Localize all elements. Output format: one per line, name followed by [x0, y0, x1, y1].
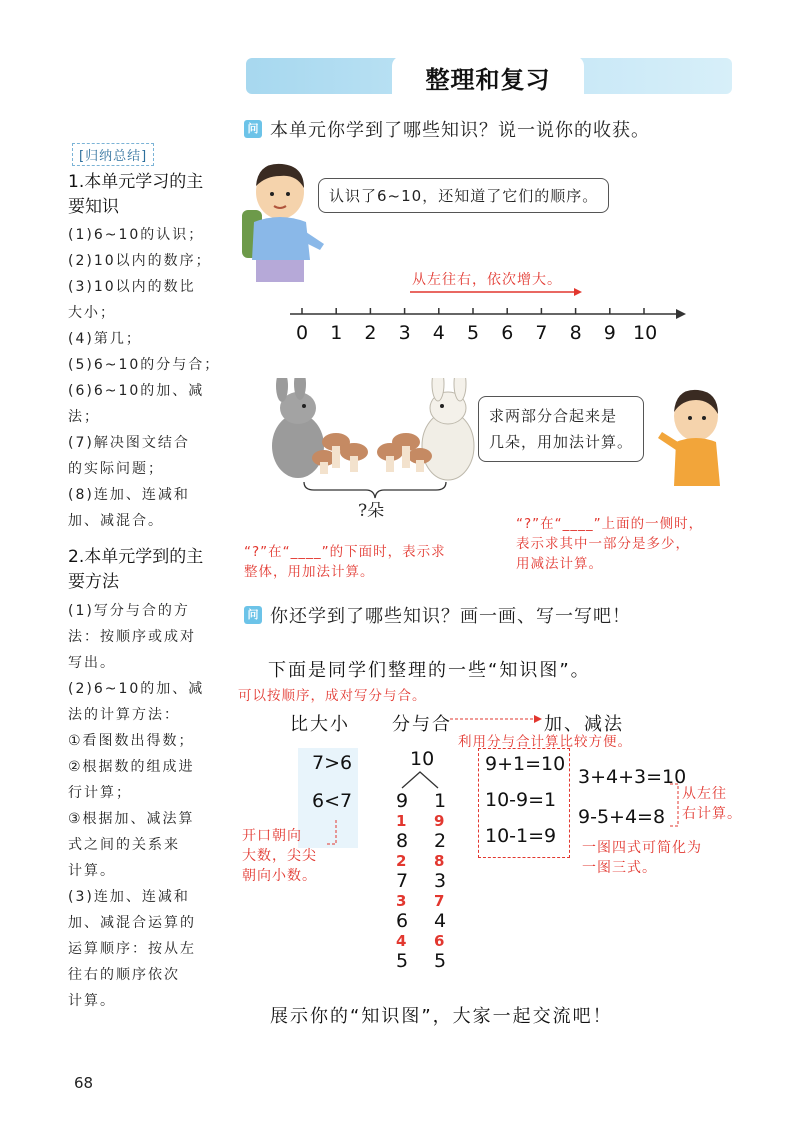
split-left: 6: [396, 910, 409, 932]
map-header-addsub: 加、减法: [544, 714, 624, 735]
number-line-label: 3: [398, 322, 411, 344]
split-left: 1: [396, 812, 407, 830]
sidebar-line: (6)6~10的加、减法；: [68, 383, 205, 425]
sidebar-line: (1)写分与合的方: [68, 603, 190, 619]
sidebar-line: 的实际问题；: [68, 461, 164, 477]
number-line-label: 7: [535, 322, 548, 344]
sidebar-line: (3)连加、连减和: [68, 889, 190, 905]
note-line: “?”在“____”上面的一侧时，: [516, 516, 704, 532]
sidebar-line: 运算顺序：按从左: [68, 941, 196, 957]
bubble-text: 认识了6~10，还知道了它们的顺序。: [329, 187, 599, 205]
brace-label: ?朵: [358, 501, 385, 521]
compare-item: 6<7: [312, 790, 353, 812]
number-line-label: 10: [633, 322, 658, 344]
map-note-compare: 利用分与合计算比较方便。: [458, 734, 632, 750]
split-left: 4: [396, 932, 407, 950]
compare-pointer: [322, 818, 342, 848]
split-right: 5: [434, 950, 447, 972]
note-line: 一图三式。: [582, 860, 657, 876]
arrow-note: 从左往右，依次增大。: [412, 272, 562, 288]
note-line: 一图四式可简化为: [582, 840, 702, 856]
equation: 10-9=1: [485, 789, 557, 811]
number-line-label: 2: [364, 322, 377, 344]
box-note: [582, 838, 702, 878]
sidebar-line: 行计算；: [68, 785, 132, 801]
split-right: 9: [434, 812, 445, 830]
question-icon: 问: [244, 606, 262, 624]
note-line: 用减法计算。: [516, 556, 603, 572]
split-left: 9: [396, 790, 409, 812]
number-line: [280, 300, 690, 324]
split-top: 10: [410, 748, 435, 770]
sidebar-line: (2)10以内的数序；: [68, 253, 212, 269]
sidebar-heading-2-line2: 要方法: [68, 572, 119, 592]
sidebar-list-1: [68, 222, 228, 534]
sidebar-list-2: [68, 598, 228, 1014]
rabbits-mushrooms-illustration: [258, 378, 493, 488]
closing-text: 展示你的“知识图”，大家一起交流吧！: [270, 1006, 613, 1027]
sidebar-line: 加、减混合。: [68, 513, 164, 529]
sidebar-line: 计算。: [68, 863, 116, 879]
split-right: 2: [434, 830, 447, 852]
sidebar-line: (5)6~10的分与合；: [68, 357, 221, 373]
sidebar-line: (3)10以内的数比: [68, 279, 196, 295]
map-note-top: 可以按顺序，成对写分与合。: [238, 688, 427, 704]
question2-text: 你还学到了哪些知识？画一画、写一写吧！: [270, 606, 631, 627]
compare-item: 7>6: [312, 752, 353, 774]
equation-chain: 9-5+4=8: [578, 806, 666, 828]
bubble-line: 求两部分合起来是: [489, 407, 618, 425]
split-right: 7: [434, 892, 445, 910]
split-right: 1: [434, 790, 447, 812]
map-arrow: [448, 712, 544, 726]
note-line: 右计算。: [682, 806, 742, 822]
note-line: 从左往: [682, 786, 727, 802]
note-line: “?”在“____”的下面时，表示求: [244, 544, 446, 560]
sidebar-line: 大小；: [68, 305, 116, 321]
sidebar-heading-1-line1: 1.本单元学习的主: [68, 172, 204, 192]
number-line-label: 1: [330, 322, 343, 344]
split-left: 2: [396, 852, 407, 870]
sidebar-line: (7)解决图文结合: [68, 435, 190, 451]
boy-illustration: [236, 160, 326, 285]
sidebar-heading-2: [68, 545, 203, 595]
split-right: 6: [434, 932, 445, 950]
map-intro: 下面是同学们整理的一些“知识图”。: [268, 660, 591, 681]
number-line-label: 5: [467, 322, 480, 344]
note-line: 朝向小数。: [242, 868, 317, 884]
note-line: 大数，尖尖: [242, 848, 317, 864]
sidebar-line: 法：按顺序或成对: [68, 629, 196, 645]
split-right: 3: [434, 870, 447, 892]
sidebar-line: ①看图数出得数；: [68, 733, 195, 749]
sidebar-tag: [归纳总结]: [72, 143, 154, 166]
map-header-compare: 比大小: [290, 714, 350, 735]
sidebar-line: 往右的顺序依次: [68, 967, 180, 983]
number-line-label: 4: [432, 322, 445, 344]
split-branch: [396, 770, 444, 790]
question1-text: 本单元你学到了哪些知识？说一说你的收获。: [270, 120, 650, 141]
number-line-label: 8: [569, 322, 582, 344]
split-right: 4: [434, 910, 447, 932]
equation: 9+1=10: [485, 753, 566, 775]
number-line-labels: [280, 322, 690, 350]
sidebar-line: (8)连加、连减和: [68, 487, 190, 503]
sidebar-line: 式之间的关系来: [68, 837, 180, 853]
note-line: 整体，用加法计算。: [244, 564, 375, 580]
chain-bracket: [668, 782, 682, 828]
sidebar-line: 法的计算方法：: [68, 707, 180, 723]
sidebar-heading-1: [68, 170, 203, 220]
page-number: 68: [74, 1074, 94, 1092]
sidebar-line: ②根据数的组成进: [68, 759, 195, 775]
sidebar-line: 加、减混合运算的: [68, 915, 196, 931]
sidebar-heading-1-line2: 要知识: [68, 197, 119, 217]
note-line: 表示求其中一部分是多少，: [516, 536, 690, 552]
split-right: 8: [434, 852, 445, 870]
sidebar-line: 写出。: [68, 655, 116, 671]
speech-bubble-boy1: [318, 178, 609, 213]
bubble-line: 几朵，用加法计算。: [489, 433, 634, 451]
map-header-split: 分与合: [392, 714, 452, 735]
sidebar-line: (2)6~10的加、减: [68, 681, 205, 697]
split-left: 7: [396, 870, 409, 892]
equation-chain: 3+4+3=10: [578, 766, 687, 788]
number-line-label: 6: [501, 322, 514, 344]
note-whole: [244, 542, 446, 582]
number-line-label: 0: [296, 322, 309, 344]
sidebar-line: ③根据加、减法算: [68, 811, 195, 827]
sidebar-line: (1)6~10的认识；: [68, 227, 205, 243]
boy2-illustration: [652, 386, 732, 491]
speech-bubble-boy2: [478, 396, 644, 462]
sidebar-line: 计算。: [68, 993, 116, 1009]
red-arrow: [408, 286, 583, 298]
split-left: 5: [396, 950, 409, 972]
split-left: 3: [396, 892, 407, 910]
equations-box: [478, 748, 570, 858]
page-title: 整理和复习: [425, 66, 551, 94]
chain-note: [682, 784, 742, 824]
sidebar-heading-2-line1: 2.本单元学到的主: [68, 547, 204, 567]
question-icon: 问: [244, 120, 262, 138]
equation: 10-1=9: [485, 825, 557, 847]
note-part: [516, 514, 703, 574]
number-line-label: 9: [603, 322, 616, 344]
compare-note: [242, 826, 317, 886]
sidebar-line: (4)第几；: [68, 331, 142, 347]
note-line: 开口朝向: [242, 828, 302, 844]
split-left: 8: [396, 830, 409, 852]
